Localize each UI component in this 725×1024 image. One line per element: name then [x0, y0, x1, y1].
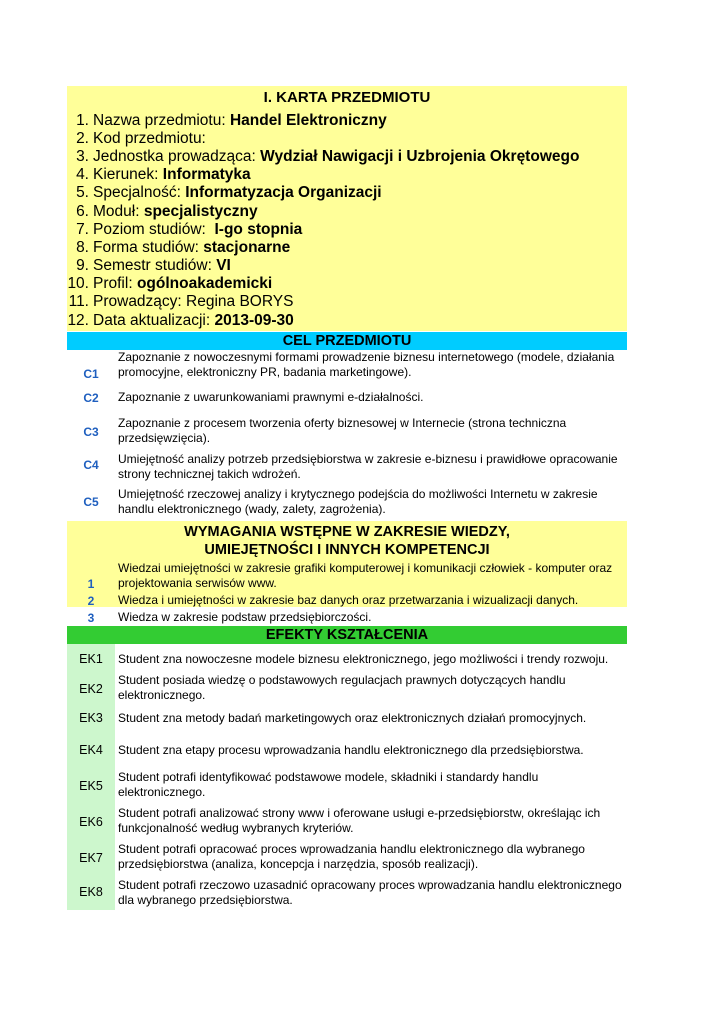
course-card-title: I. KARTA PRZEDMIOTU: [263, 89, 431, 106]
requirements-header-line2: UMIEJĘTNOŚCI I INNYCH KOMPETENCJI: [204, 542, 490, 558]
requirement-text: Wiedza w zakresie podstaw przedsiębiorczości.: [118, 610, 372, 624]
card-row-lecturer: 11. Prowadzący: Regina BORYS: [68, 293, 294, 310]
outcome-text: Student zna etapy procesu wprowadzania handlu elektronicznego dla przedsiębiorstwa.: [118, 743, 584, 757]
requirement-code: 1: [87, 577, 95, 591]
goal-text: Zapoznanie z uwarunkowaniami prawnymi e-działalności.: [118, 390, 424, 404]
requirement-text: Wiedzai umiejętności w zakresie grafiki komputerowej i komunikacji człowiek - komputer oraz projektowania serwisów www.: [118, 561, 613, 590]
requirement-code: 2: [87, 594, 95, 608]
goal-code: C5: [83, 495, 99, 509]
outcome-code: EK2: [79, 682, 103, 696]
outcome-code: EK1: [79, 652, 103, 666]
card-row-specialty: 5. Specjalność: Informatyzacja Organizacji: [76, 184, 382, 201]
outcome-text: Student zna metody badań marketingowych oraz elektronicznych działań promocyjnych.: [118, 711, 587, 725]
outcome-code: EK8: [79, 885, 103, 899]
card-row-name: 1. Nazwa przedmiotu: Handel Elektroniczny: [76, 112, 387, 129]
requirement-text: Wiedza i umiejętności w zakresie baz danych oraz przetwarzania i wizualizacji danych.: [118, 593, 579, 607]
outcome-text: Student zna nowoczesne modele biznesu elektronicznego, jego możliwości i trendy rozwoju.: [118, 652, 609, 666]
requirements-header-line1: WYMAGANIA WSTĘPNE W ZAKRESIE WIEDZY,: [184, 524, 510, 540]
outcome-text: Student posiada wiedzę o podstawowych regulacjach prawnych dotyczących handlu elektronicznego.: [118, 673, 566, 702]
goal-text: Umiejętność rzeczowej analizy i krytycznego podejścia do możliwości Internetu w zakresie handlu elektronicznego (wady, zalety, zagrożenia).: [118, 487, 598, 516]
card-row-level: 7. Poziom studiów: I-go stopnia: [76, 221, 303, 238]
card-row-module: 6. Moduł: specjalistyczny: [76, 203, 258, 220]
goal-text: Zapoznanie z nowoczesnymi formami prowadzenie biznesu internetowego (modele, działania promocyjne, elektroniczny PR, badania marketingowe).: [118, 350, 615, 379]
outcome-code: EK3: [79, 711, 103, 725]
outcomes-header: EFEKTY KSZTAŁCENIA: [67, 626, 627, 644]
card-row-form: 8. Forma studiów: stacjonarne: [76, 239, 291, 256]
card-row-code: 2. Kod przedmiotu:: [76, 130, 206, 147]
outcome-text: Student potrafi analizować strony www i oferowane usługi e-przedsiębiorstw, określając ich funkcjonalność według wybranych kryteriów.: [118, 806, 601, 835]
requirement-code: 3: [87, 611, 95, 625]
card-row-profile: 10. Profil: ogólnoakademicki: [67, 275, 273, 292]
outcome-code: EK5: [79, 779, 103, 793]
card-row-semester: 9. Semestr studiów: VI: [76, 257, 231, 274]
goal-code: C3: [83, 425, 99, 439]
goal-code: C4: [83, 458, 99, 472]
outcome-code: EK7: [79, 851, 103, 865]
goal-code: C1: [83, 367, 99, 381]
card-row-field: 4. Kierunek: Informatyka: [76, 166, 251, 183]
goal-text: Zapoznanie z procesem tworzenia oferty biznesowej w Internecie (strona techniczna przedsięwzięcia).: [118, 416, 567, 445]
card-row-unit: 3. Jednostka prowadząca: Wydział Nawigacji i Uzbrojenia Okrętowego: [76, 148, 580, 165]
card-row-update-date: 12. Data aktualizacji: 2013-09-30: [67, 312, 294, 329]
outcome-text: Student potrafi identyfikować podstawowe modele, składniki i standardy handlu elektronicznego.: [118, 770, 539, 799]
outcome-text: Student potrafi rzeczowo uzasadnić opracowany proces wprowadzania handlu elektronicznego dla wybranego przedsiębiorstwa.: [118, 878, 622, 907]
goal-text: Umiejętność analizy potrzeb przedsiębiorstwa w zakresie e-biznesu i prawidłowe opracowanie strony technicznej takich wdrożeń.: [118, 452, 618, 481]
goals-header: CEL PRZEDMIOTU: [67, 332, 627, 350]
outcome-code: EK6: [79, 815, 103, 829]
outcome-text: Student potrafi opracować proces wprowadzania handlu elektronicznego dla wybranego przedsiębiorstwa (analiza, koncepcja i narzędzia, sposób realizacji).: [118, 842, 585, 871]
goal-code: C2: [83, 391, 99, 405]
outcome-code: EK4: [79, 743, 103, 757]
